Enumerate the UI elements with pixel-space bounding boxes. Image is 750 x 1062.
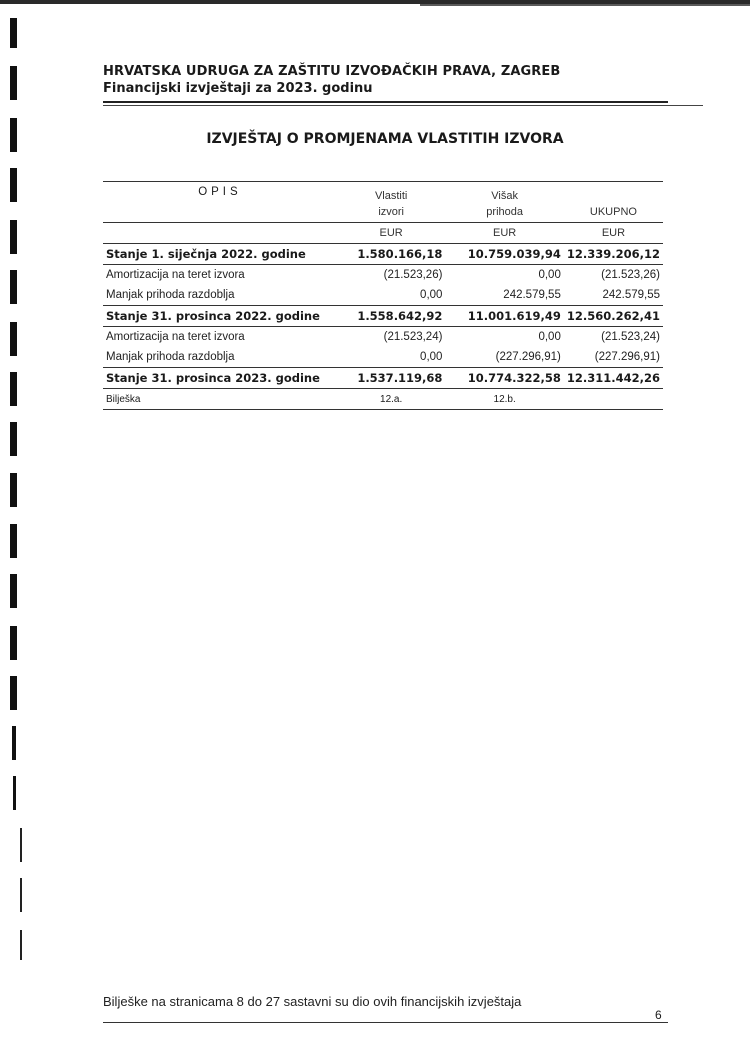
table-row bbox=[103, 327, 663, 348]
row-label: Stanje 1. siječnja 2022. godine bbox=[103, 244, 337, 265]
cell-surplus: (227.296,91) bbox=[495, 351, 561, 363]
cell-own-sources: (21.523,24) bbox=[383, 331, 443, 343]
column-header-total: UKUPNO bbox=[589, 206, 637, 218]
currency-label: EUR bbox=[564, 223, 663, 244]
note-ref-surplus: 12.b. bbox=[445, 389, 563, 410]
footer-divider bbox=[103, 1022, 668, 1023]
row-label: Manjak prihoda razdoblja bbox=[106, 351, 235, 363]
cell-surplus: 0,00 bbox=[538, 331, 561, 343]
row-label: Amortizacija na teret izvora bbox=[106, 331, 245, 343]
note-row bbox=[103, 389, 663, 410]
column-header-description: OPIS bbox=[103, 182, 337, 223]
cell-total: 12.339.206,12 bbox=[564, 244, 663, 265]
cell-surplus: 10.759.039,94 bbox=[445, 244, 563, 265]
currency-row bbox=[103, 223, 663, 244]
column-header-surplus-line2: prihoda bbox=[486, 206, 523, 218]
currency-label: EUR bbox=[445, 223, 563, 244]
currency-label: EUR bbox=[337, 223, 446, 244]
page-title: IZVJEŠTAJ O PROMJENAMA VLASTITIH IZVORA bbox=[206, 131, 564, 147]
footer-note: Bilješke na stranicama 8 do 27 sastavni su dio ovih financijskih izvještaja bbox=[103, 994, 522, 1009]
header-divider bbox=[103, 101, 668, 103]
cell-own-sources: (21.523,26) bbox=[383, 269, 443, 281]
column-header-own-sources-line2: izvori bbox=[378, 206, 404, 218]
organization-name: HRVATSKA UDRUGA ZA ZAŠTITU IZVOĐAČKIH PRAVA, ZAGREB bbox=[103, 64, 561, 79]
cell-own-sources: 1.558.642,92 bbox=[337, 306, 446, 327]
header-divider-thin bbox=[103, 105, 703, 106]
page-number: 6 bbox=[655, 1008, 662, 1022]
report-subtitle: Financijski izvještaji za 2023. godinu bbox=[103, 81, 373, 96]
table-row bbox=[103, 285, 663, 306]
cell-surplus: 10.774.322,58 bbox=[445, 368, 563, 389]
changes-in-equity-table bbox=[103, 181, 663, 410]
cell-own-sources: 1.537.119,68 bbox=[337, 368, 446, 389]
cell-own-sources: 0,00 bbox=[420, 289, 443, 301]
note-label: Bilješka bbox=[103, 389, 337, 410]
scan-edge-top-secondary bbox=[420, 4, 750, 6]
cell-total: (21.523,26) bbox=[601, 269, 660, 281]
cell-total: (21.523,24) bbox=[601, 331, 660, 343]
cell-total: 242.579,55 bbox=[602, 289, 660, 301]
table-header-row-1 bbox=[103, 182, 663, 203]
table-row bbox=[103, 306, 663, 327]
row-label: Stanje 31. prosinca 2023. godine bbox=[103, 368, 337, 389]
table-row bbox=[103, 347, 663, 368]
cell-surplus: 0,00 bbox=[538, 269, 561, 281]
row-label: Stanje 31. prosinca 2022. godine bbox=[103, 306, 337, 327]
cell-surplus: 242.579,55 bbox=[503, 289, 561, 301]
cell-total: 12.311.442,26 bbox=[564, 368, 663, 389]
table-row bbox=[103, 265, 663, 286]
cell-own-sources: 1.580.166,18 bbox=[337, 244, 446, 265]
column-header-surplus: Višak bbox=[445, 182, 563, 203]
cell-surplus: 11.001.619,49 bbox=[445, 306, 563, 327]
note-ref-own-sources: 12.a. bbox=[337, 389, 446, 410]
cell-total: 12.560.262,41 bbox=[564, 306, 663, 327]
cell-total: (227.296,91) bbox=[594, 351, 660, 363]
table-row bbox=[103, 368, 663, 389]
row-label: Manjak prihoda razdoblja bbox=[106, 289, 235, 301]
cell-own-sources: 0,00 bbox=[420, 351, 443, 363]
row-label: Amortizacija na teret izvora bbox=[106, 269, 245, 281]
table-row bbox=[103, 244, 663, 265]
column-header-own-sources: Vlastiti bbox=[337, 182, 446, 203]
